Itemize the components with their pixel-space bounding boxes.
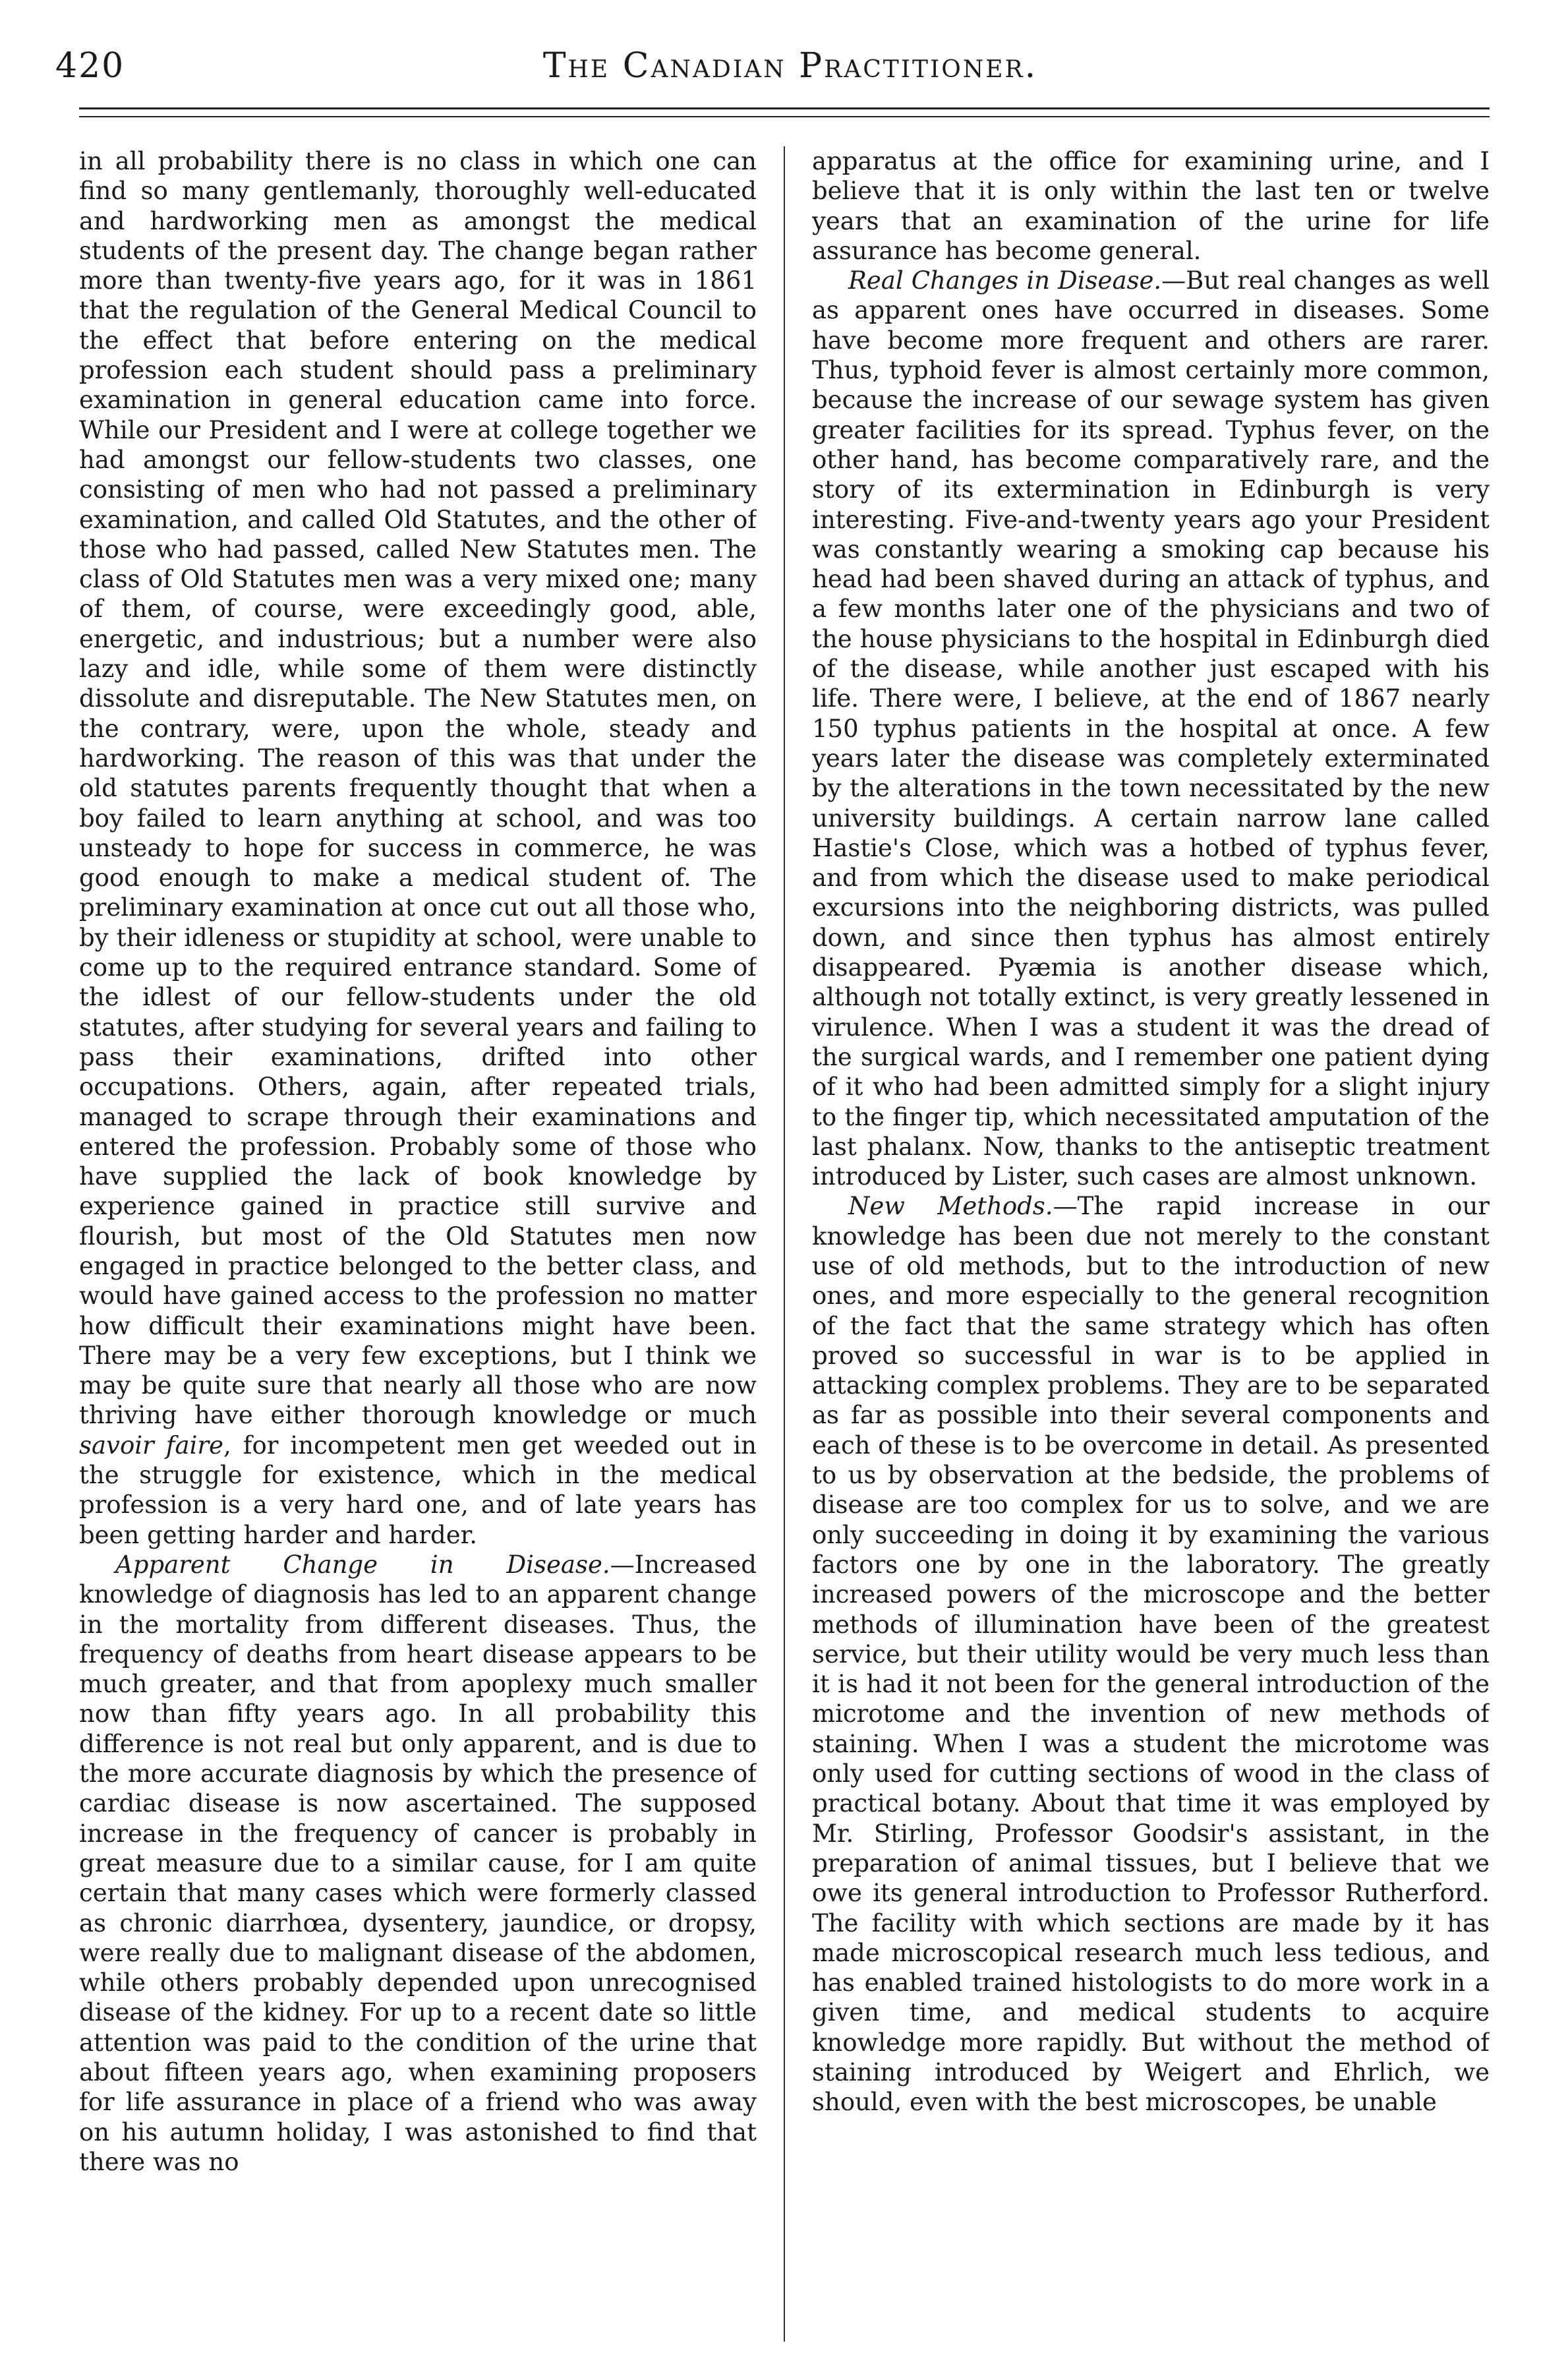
section-heading-new-methods: New Methods. <box>848 1192 1053 1221</box>
page-number: 420 <box>55 46 125 86</box>
savoir-faire-italic: savoir faire <box>79 1431 223 1460</box>
header-rule-bottom <box>79 116 1490 117</box>
left-paragraph-1 <box>79 146 757 1550</box>
page-header <box>55 26 1525 99</box>
right-paragraph-3-text: —The rapid increase in our knowledge has been due not merely to the constant use of old methods, but to the introduction of new ones, and more especially to the general recognition of the fact that the same strategy which has often proved so successful in war is to be applied in attacking complex problems. They are to be separated as far as possible into their several components and each of these is to be overcome in detail. As presented to us by observation at the bedside, the problems of disease are too complex for us to solve, and we are only succeeding in doing it by examining the various factors one by one in the laboratory. The greatly increased powers of the microscope and the better methods of illumination have been of the greatest service, but their utility would be very much less than it is had it not been for the general introduction of the microtome and the invention of new methods of staining. When I was a student the microtome was only used for cutting sections of wood in the class of practical botany. About that time it was employed by Mr. Stirling, Professor Goodsir's assistant, in the preparation of animal tissues, but I believe that we owe its general introduction to Professor Rutherford. The facility with which sections are made by it has made microscopical research much less tedious, and has enabled trained histologists to do more work in a given time, and medical students to acquire knowledge more rapidly. But without the method of staining introduced by Weigert and Ehrlich, we should, even with the best microscopes, be unable <box>812 1192 1490 2117</box>
right-paragraph-1: apparatus at the office for examining urine, and I believe that it is only within the last ten or twelve years that an examination of the urine for life assurance has become general. <box>812 147 1490 265</box>
left-paragraph-1-end: , for incompetent men get weeded out in the struggle for existence, which in the medical profession is a very hard one, and of late years has been getting harder and harder. <box>79 1431 757 1549</box>
right-paragraph-2-text: —But real changes as well as apparent ones have occurred in diseases. Some have become more frequent and others are rarer. Thus, typhoid fever is almost certainly more common, because the increase of our sewage system has given greater facilities for its spread. Typhus fever, on the other hand, has become comparatively rare, and the story of its extermination in Edinburgh is very interesting. Five-and-twenty years ago your President was constantly wearing a smoking cap because his head had been shaved during an attack of typhus, and a few months later one of the physicians and two of the house physicians to the hospital in Edinburgh died of the disease, while another just escaped with his life. There were, I believe, at the end of 1867 nearly 150 typhus patients in the hospital at once. A few years later the disease was completely exterminated by the alterations in the town necessitated by the new university buildings. A certain narrow lane called Hastie's Close, which was a hotbed of typhus fever, and from which the disease used to make periodical excursions into the neighboring districts, was pulled down, and since then typhus has almost entirely disappeared. Pyæmia is another disease which, although not totally extinct, is very greatly lessened in virulence. When I was a student it was the dread of the surgical wards, and I remember one patient dying of it who had been admitted simply for a slight injury to the finger tip, which necessitated amputation of the last phalanx. Now, thanks to the antiseptic treatment introduced by Lister, such cases are almost unknown. <box>812 266 1490 1191</box>
column-divider <box>784 146 785 2342</box>
section-heading-apparent-change: Apparent Change in Disease. <box>115 1550 610 1579</box>
left-paragraph-1-text: in all probability there is no class in which one can find so many gentlemanly, thoroughly well-educated and hardworking men as amongst the medical students of the present day. The change began rather more than twenty-five years ago, for it was in 1861 that the regulation of the General Medical Council to the effect that before entering on the medical profession each student should pass a preliminary examination in general education came into force. While our President and I were at college together we had amongst our fellow-students two classes, one consisting of men who had not passed a preliminary examination, and called Old Statutes, and the other of those who had passed, called New Statutes men. The class of Old Statutes men was a very mixed one; many of them, of course, were exceedingly good, able, energetic, and industrious; but a number were also lazy and idle, while some of them were distinctly dissolute and disreputable. The New Statutes men, on the contrary, were, upon the whole, steady and hardworking. The reason of this was that under the old statutes parents frequently thought that when a boy failed to learn anything at school, and was too unsteady to hope for success in commerce, he was good enough to make a medical student of. The preliminary examination at once cut out all those who, by their idleness or stupidity at school, were unable to come up to the required entrance standard. Some of the idlest of our fellow-students under the old statutes, after studying for several years and failing to pass their examinations, drifted into other occupations. Others, again, after repeated trials, managed to scrape through their examinations and entered the profession. Probably some of those who have supplied the lack of book knowledge by experience gained in practice still survive and flourish, but most of the Old Statutes men now engaged in practice belonged to the better class, and would have gained access to the profession no matter how difficult their examinations might have been. There may be a very few exceptions, but I think we may be quite sure that nearly all those who are now thriving have either thorough knowledge or much <box>79 147 757 1430</box>
left-paragraph-2-text: —Increased knowledge of diagnosis has led to an apparent change in the mortality from different diseases. Thus, the frequency of deaths from heart disease appears to be much greater, and that from apoplexy much smaller now than fifty years ago. In all probability this difference is not real but only apparent, and is due to the more accurate diagnosis by which the presence of cardiac disease is now ascertained. The supposed increase in the frequency of cancer is probably in great measure due to a similar cause, for I am quite certain that many cases which were formerly classed as chronic diarrhœa, dysentery, jaundice, or dropsy, were really due to malignant disease of the abdomen, while others probably depended upon unrecognised disease of the kidney. For up to a recent date so little attention was paid to the condition of the urine that about fifteen years ago, when examining proposers for life assurance in place of a friend who was away on his autumn holiday, I was astonished to find that there was no <box>79 1550 757 2176</box>
header-rule-top <box>79 107 1490 109</box>
running-title: The Canadian Practitioner. <box>542 46 1038 86</box>
section-heading-real-changes: Real Changes in Disease. <box>848 266 1162 295</box>
right-column <box>812 146 1490 2315</box>
right-paragraph-2 <box>812 266 1490 1191</box>
left-paragraph-2 <box>79 1550 757 2177</box>
right-paragraph-3 <box>812 1191 1490 2117</box>
left-column <box>79 146 757 2315</box>
